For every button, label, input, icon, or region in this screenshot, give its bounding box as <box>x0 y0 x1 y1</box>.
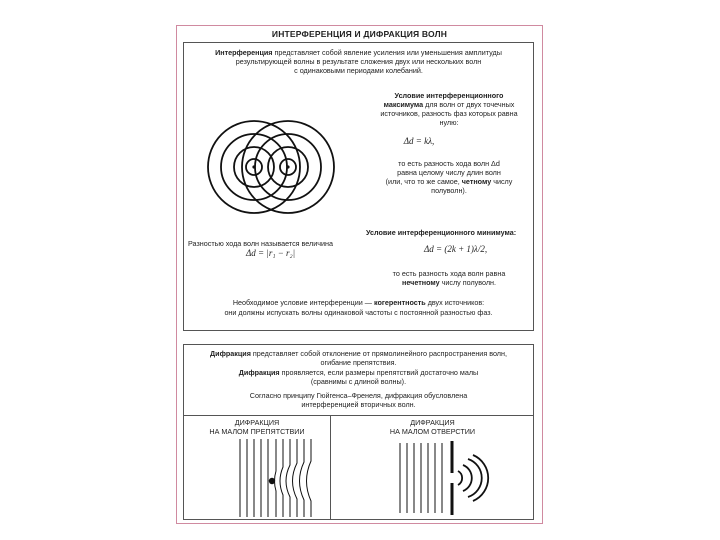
min-explanation-bold: нечетному <box>401 278 440 287</box>
left-caption-2: НА МАЛОМ ПРЕПЯТСТВИИ <box>209 427 305 436</box>
interference-definition <box>184 48 533 57</box>
max-condition-text: для волн от двух точечных <box>425 100 515 109</box>
coherence-pre: Необходимое условие интерференции — <box>232 298 374 307</box>
right-caption: ДИФРАКЦИЯ <box>410 418 455 427</box>
obstacle-diffraction-diagram <box>232 437 322 519</box>
diffraction-definition <box>184 349 533 358</box>
max-explanation-line: равна целому числу длин волн <box>397 168 501 177</box>
coherence-post: двух источников: <box>425 298 485 307</box>
max-condition-line: источников, разность фаз которых равна <box>380 109 518 118</box>
max-condition-formula: Δd = kλ, <box>403 136 435 146</box>
diffraction-term: Дифракция <box>210 349 251 358</box>
interference-definition-line: результирующей волны в результате сложения двух или нескольких волн <box>235 57 482 66</box>
interference-definition-text: представляет собой явление усиления или уменьшения амплитуды <box>272 48 502 57</box>
coherence-line <box>184 298 533 307</box>
interference-term: Интерференция <box>215 48 273 57</box>
max-explanation-post: числу <box>491 177 513 186</box>
max-explanation-line <box>364 177 534 186</box>
document-page <box>176 25 543 524</box>
max-condition-heading-2: максимума <box>383 100 424 109</box>
min-explanation-line <box>364 278 534 287</box>
diffraction-definition-line: огибание препятствия. <box>320 358 397 367</box>
huygens-line: Согласно принципу Гюйгенса–Френеля, дифракция обусловлена <box>249 391 468 400</box>
path-difference-formula: Δd = |r₁ − r₂| <box>246 248 296 258</box>
max-condition-line <box>364 100 534 109</box>
min-explanation-post: числу полуволн. <box>439 278 496 287</box>
max-explanation-line: то есть разность хода волн Δd <box>398 159 500 168</box>
page-title: ИНТЕРФЕРЕНЦИЯ И ДИФРАКЦИЯ ВОЛН <box>271 29 448 39</box>
diffraction-definition-text: представляет собой отклонение от прямолинейного распространения волн, <box>250 349 507 358</box>
max-condition-line: нулю: <box>439 118 459 127</box>
interference-definition-line: с одинаковыми периодами колебаний. <box>294 66 423 75</box>
max-explanation-bold: четному <box>461 177 492 186</box>
diffraction-observable-line-2: (сравнимы с длиной волны). <box>310 377 407 386</box>
left-caption: ДИФРАКЦИЯ <box>234 418 280 427</box>
min-explanation-line: то есть разность хода волн равна <box>392 269 506 278</box>
max-condition-heading: Условие интерференционного <box>394 91 504 100</box>
diffraction-observable-text: проявляется, если размеры препятствий достаточно малы <box>279 368 479 377</box>
min-condition-heading: Условие интерференционного минимума: <box>366 228 517 237</box>
coherence-line-2: они должны испускать волны одинаковой частоты с постоянной разностью фаз. <box>224 308 493 317</box>
two-source-interference-diagram <box>206 111 336 221</box>
max-explanation-line: полуволн). <box>431 186 467 195</box>
interference-section <box>183 42 534 331</box>
min-condition-formula: Δd = (2k + 1)λ/2, <box>424 244 488 254</box>
diffraction-section <box>183 344 534 520</box>
diffraction-observable-line <box>184 368 533 377</box>
divider-horizontal <box>184 415 533 416</box>
path-difference-text: Разностью хода волн называется величина <box>188 239 333 248</box>
diffraction-observable-term: Дифракция <box>238 368 280 377</box>
aperture-diffraction-diagram <box>380 437 500 519</box>
right-caption-2: НА МАЛОМ ОТВЕРСТИИ <box>389 427 476 436</box>
coherence-bold: когерентность <box>373 298 426 307</box>
huygens-line: интерференцией вторичных волн. <box>301 400 416 409</box>
max-explanation-pre: (или, что то же самое, <box>385 177 462 186</box>
